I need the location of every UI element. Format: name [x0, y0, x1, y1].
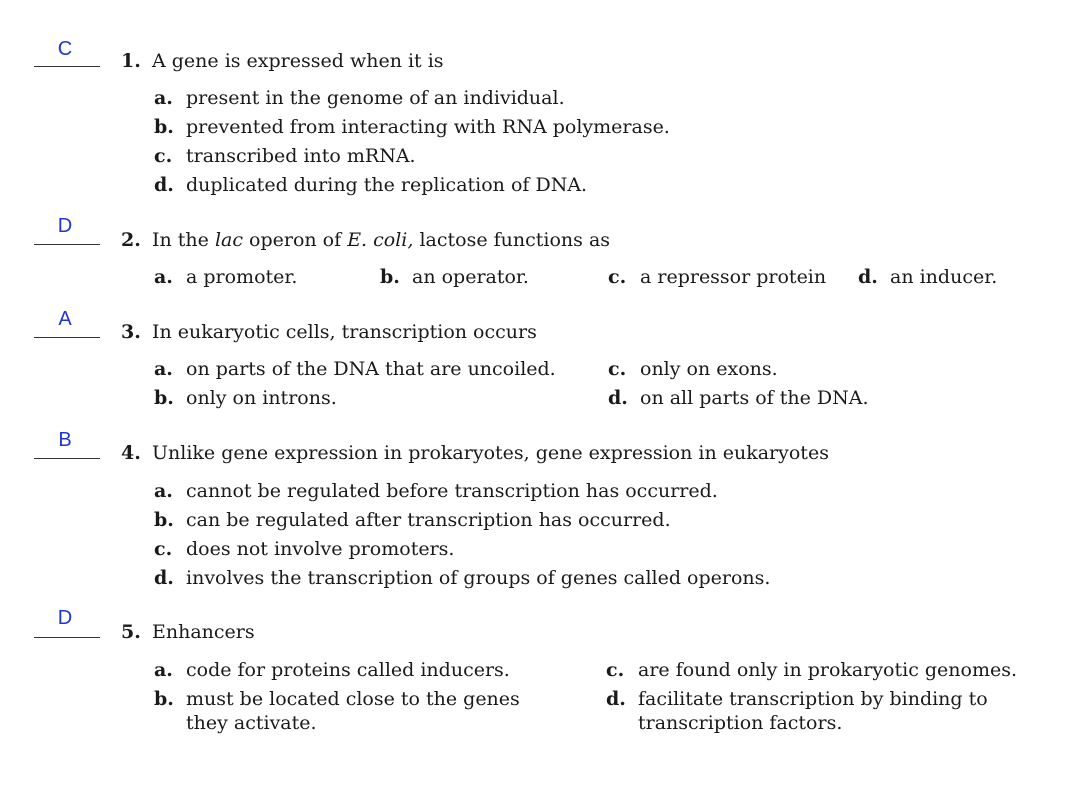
answer-5: D: [57, 607, 73, 629]
answer-blank-4: [34, 458, 100, 459]
question-text-3: In eukaryotic cells, transcription occurs: [152, 321, 537, 343]
option-1b: b. prevented from interacting with RNA polymerase.: [154, 116, 670, 138]
option-1a: a. present in the genome of an individual.: [154, 87, 565, 109]
option-5b: b. must be located close to the genes they activate.: [154, 688, 520, 734]
answer-1: C: [57, 38, 73, 60]
option-3d: d. on all parts of the DNA.: [608, 387, 869, 409]
option-3b: b. only on introns.: [154, 387, 337, 409]
answer-2: D: [57, 215, 73, 237]
option-5c: c. are found only in prokaryotic genomes.: [606, 659, 1018, 681]
option-2b: b. an operator.: [380, 266, 529, 288]
answer-blank-1: [34, 66, 100, 67]
option-1d: d. duplicated during the replication of DNA.: [154, 174, 588, 196]
question-number-2: 2.: [121, 229, 141, 251]
option-1c: c. transcribed into mRNA.: [154, 145, 416, 167]
option-5a: a. code for proteins called inducers.: [154, 659, 510, 681]
option-2d: d. an inducer.: [858, 266, 998, 288]
question-number-1: 1.: [121, 50, 141, 72]
question-text-4: Unlike gene expression in prokaryotes, gene expression in eukaryotes: [152, 442, 829, 464]
question-number-5: 5.: [121, 621, 141, 643]
answer-blank-5: [34, 637, 100, 638]
answer-3: A: [58, 308, 72, 330]
question-text-2: In the lac operon of E. coli, lactose functions as: [152, 229, 611, 251]
option-2c: c. a repressor protein: [608, 266, 827, 288]
question-number-4: 4.: [121, 442, 141, 464]
answer-blank-3: [34, 337, 100, 338]
option-3a: a. on parts of the DNA that are uncoiled.: [154, 358, 556, 380]
option-4b: b. can be regulated after transcription has occurred.: [154, 509, 671, 531]
question-number-3: 3.: [121, 321, 141, 343]
option-4d: d. involves the transcription of groups of genes called operons.: [154, 567, 771, 589]
option-5d: d. facilitate transcription by binding to transcription factors.: [606, 688, 988, 734]
option-4a: a. cannot be regulated before transcription has occurred.: [154, 480, 718, 502]
option-2a: a. a promoter.: [154, 266, 298, 288]
option-3c: c. only on exons.: [608, 358, 778, 380]
question-text-1: A gene is expressed when it is: [152, 50, 444, 72]
answer-4: B: [58, 429, 72, 451]
option-4c: c. does not involve promoters.: [154, 538, 455, 560]
question-text-5: Enhancers: [152, 621, 255, 643]
answer-blank-2: [34, 244, 100, 245]
